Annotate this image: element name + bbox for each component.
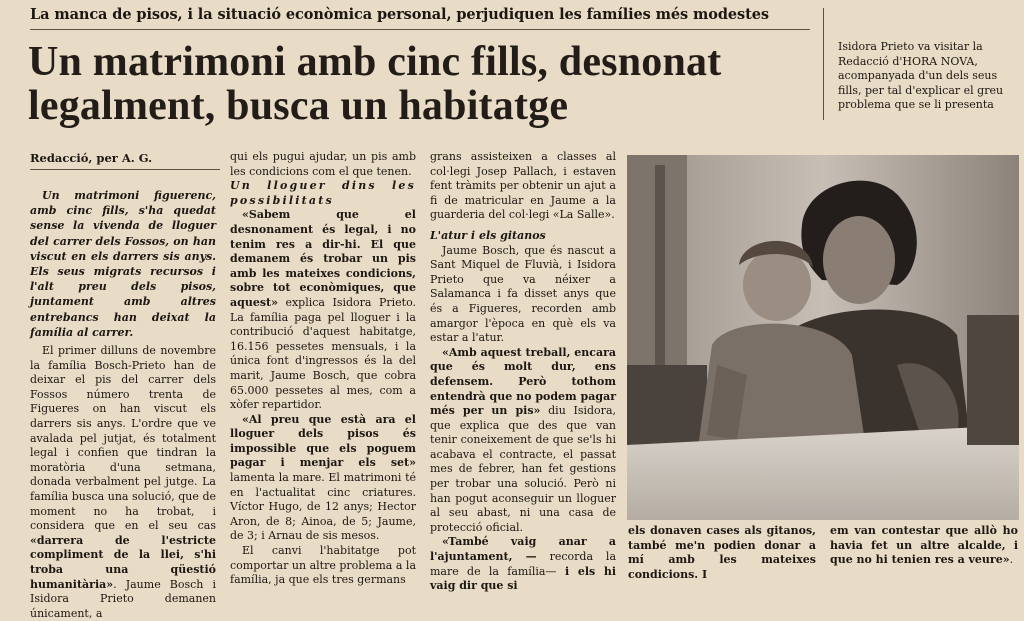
text-run: lamenta la mare. El matrimoni té en l'actualitat cinc criatures. Víctor Hugo, de 12 anys; Hector Aron, de 8; Ainoa, de 5; Jaume, de 3; i Arnau de sis mesos. (230, 471, 416, 543)
quote-run: «darrera de l'estricte compliment de la llei, s'hi troba una qüestió humanitària» (30, 533, 216, 591)
text-run: . (1009, 553, 1014, 567)
subheading: L'atur i els gitanos (430, 228, 546, 242)
column-rule (823, 8, 824, 120)
photo-illustration (627, 155, 1019, 520)
byline: Redacció, per A. G. (30, 151, 220, 170)
headline (28, 40, 818, 128)
body-paragraph: Jaume Bosch, que és nascut a Sant Miquel de Fluvià, i Isidora Prieto que va néixer a Salamanca i fa disset anys que és a Figueres, recorden amb amargor l'època en què els va estar a l'atur. (430, 243, 616, 345)
text-run: . Jaume Bosch i Isidora Prieto demanen únicament, a (30, 577, 216, 620)
body-paragraph (830, 524, 1018, 568)
article-column-2 (230, 150, 416, 588)
quote-run: em van contestar que allò ho havia fet un altre alcalde, i que no hi tenien res a veure» (830, 524, 1018, 567)
headline-line-1: Un matrimoni amb cinc fills, desnonat (28, 39, 722, 85)
subheading: Un lloguer dins les possibilitats (230, 179, 416, 207)
text-run: diu Isidora, que explica que des que van tenir coneixement de que se'ls hi acabava el contracte, el passat mes de febrer, han fet gestions per trobar una solució. Però ni han pogut aconseguir un lloguer al seu abast, ni una casa de protecció oficial. (430, 404, 616, 534)
body-paragraph: qui els pugui ajudar, un pis amb les condicions com el que tenen. (230, 150, 416, 178)
body-paragraph: El canvi l'habitatge pot comportar un altre problema a la família, ja que els tres germans (230, 544, 416, 587)
quote-run: els donaven cases als gitanos, també me'n podien donar a mí amb les mateixes condicions. I (628, 524, 816, 581)
body-paragraph (230, 208, 416, 412)
photo-caption: Isidora Prieto va visitar la Redacció d'HORA NOVA, acompanyada d'un dels seus fills, per tal d'explicar el greu problema que se li presenta (838, 40, 1004, 111)
body-paragraph (230, 413, 416, 544)
article-column-4 (830, 524, 1018, 568)
article-photo (627, 155, 1019, 520)
lead-paragraph: Un matrimoni figuerenc, amb cinc fills, s'ha quedat sense la vivenda de lloguer del carrer dels Fossos, on han viscut en els darrers sis anys. Els seus migrats recursos i l'alt preu dels pisos, juntament amb altres entrebancs han deixat la família al carrer. (30, 189, 216, 339)
body-paragraph: grans assisteixen a classes al col·legi Josep Pallach, i estaven fent tràmits per obtenir un ajut a fi de matricular en Jaume a la guarderia del col·legi «La Salle». (430, 150, 616, 222)
quote-run: «Amb aquest treball, encara que és molt dur, ens defensem. Però tothom entendrà que no podem pagar més per un pis» (430, 345, 616, 418)
article-column-3 (430, 150, 616, 594)
quote-run: i els hi vaig dir que si (430, 564, 617, 593)
body-paragraph (30, 344, 216, 621)
article-column-1 (30, 188, 216, 621)
quote-run: «També vaig anar a l'ajuntament, — (430, 535, 616, 564)
body-paragraph (430, 535, 616, 593)
quote-run: «Sabem que el desnonament és legal, i no tenim res a dir-hi. El que demanem és trobar un pis amb les mateixes condicions, sobre tot econòmiques, que aquest» (230, 208, 416, 309)
headline-line-2: legalment, busca un habitatge (28, 83, 569, 129)
text-run: recorda la mare de la família— (430, 550, 617, 578)
article-column-3-continued (628, 524, 816, 582)
quote-run: «Al preu que està ara el lloguer dels pisos és impossible que els poguem pagar i menjar els set» (230, 412, 416, 470)
text-run: El primer dilluns de novembre la família Bosch-Prieto han de deixar el pis del carrer dels Fossos número trenta de Figueres on han viscut els darrers sis anys. L'ordre que ve avalada pel jutjat, és totalment legal i confien que tindran la moratòria d'una setmana, donada verbalment pel jutge. La família busca una solució, que de moment no ha trobat, i considera que en el seu cas (30, 344, 216, 533)
kicker: La manca de pisos, i la situació econòmica personal, perjudiquen les famílies més modestes (30, 6, 810, 30)
body-paragraph (430, 346, 616, 536)
text-run: explica Isidora Prieto. La família paga pel lloguer i la contribució d'aquest habitatge, 16.156 pessetes mensuals, i la única font d'ingressos és la del marit, Jaume Bosch, que cobra 65.000 pessetes al mes, com a xòfer repartidor. (230, 295, 416, 412)
